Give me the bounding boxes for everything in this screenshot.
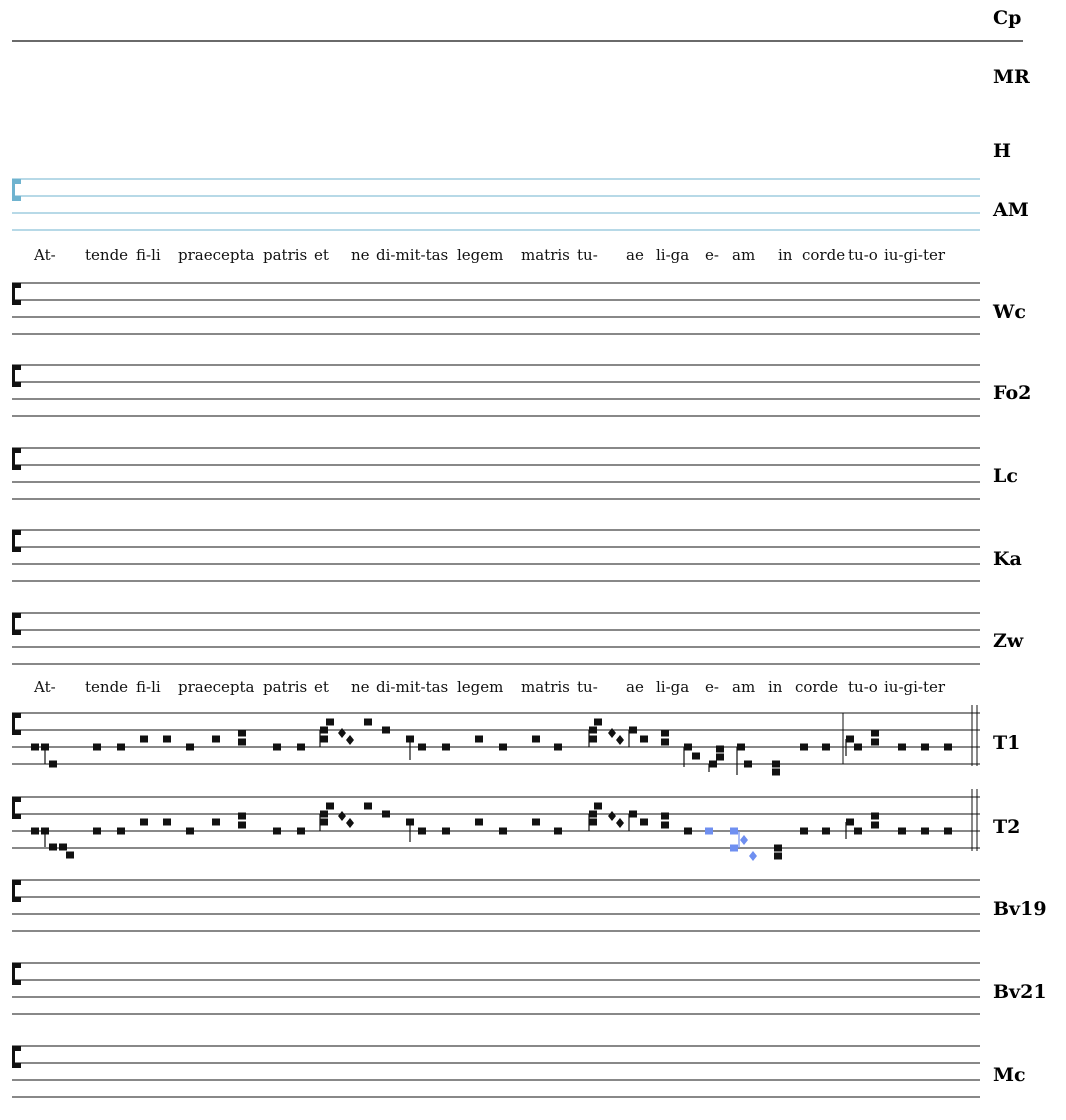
lyric-syllable: tende xyxy=(85,678,129,696)
punctum xyxy=(921,828,929,835)
c-clef-icon xyxy=(12,448,21,470)
lyric-syllable: di-mit-tas xyxy=(376,678,449,696)
lyric-syllable: e- xyxy=(705,678,719,696)
punctum xyxy=(589,736,597,743)
punctum xyxy=(774,845,782,852)
punctum xyxy=(944,828,952,835)
punctum xyxy=(163,736,171,743)
lyric-syllable: ae xyxy=(626,246,644,264)
punctum xyxy=(744,761,752,768)
lyric-syllable: At- xyxy=(34,246,56,264)
punctum xyxy=(532,819,540,826)
lyric-syllable: legem xyxy=(457,246,504,264)
punctum xyxy=(661,739,669,746)
lyric-syllable: tende xyxy=(85,246,129,264)
punctum xyxy=(629,811,637,818)
punctum xyxy=(31,828,39,835)
punctum xyxy=(898,828,906,835)
punctum xyxy=(822,744,830,751)
lyric-syllable: fi-li xyxy=(136,246,161,264)
punctum xyxy=(854,828,862,835)
lyric-syllable: corde xyxy=(795,678,839,696)
siglum-fo2[interactable]: Fo2 xyxy=(993,382,1032,404)
punctum xyxy=(854,744,862,751)
punctum xyxy=(49,844,57,851)
punctum xyxy=(554,744,562,751)
lyric-syllable: matris xyxy=(521,678,570,696)
punctum xyxy=(499,744,507,751)
lyric-syllable: patris xyxy=(263,246,308,264)
staff-lc[interactable] xyxy=(12,448,980,499)
punctum xyxy=(442,744,450,751)
lyric-syllable: corde xyxy=(802,246,846,264)
punctum xyxy=(382,727,390,734)
lyric-syllable: praecepta xyxy=(178,678,255,696)
punctum xyxy=(594,803,602,810)
neumes xyxy=(31,719,952,862)
staff-zw[interactable] xyxy=(12,613,980,664)
punctum xyxy=(320,819,328,826)
punctum xyxy=(238,813,246,820)
punctum xyxy=(186,828,194,835)
punctum xyxy=(730,828,738,835)
staff-mc[interactable] xyxy=(12,1046,980,1097)
punctum xyxy=(499,828,507,835)
punctum xyxy=(898,744,906,751)
c-clef-icon xyxy=(12,365,21,387)
c-clef-icon xyxy=(12,1046,21,1068)
siglum-am[interactable]: AM xyxy=(993,199,1029,221)
punctum xyxy=(273,744,281,751)
punctum xyxy=(475,819,483,826)
siglum-zw[interactable]: Zw xyxy=(993,630,1024,652)
c-clef-icon xyxy=(12,797,21,819)
punctum xyxy=(846,736,854,743)
punctum xyxy=(31,744,39,751)
punctum xyxy=(589,811,597,818)
lyric-syllable: At- xyxy=(34,678,56,696)
punctum xyxy=(532,736,540,743)
rhombus xyxy=(338,811,346,821)
punctum xyxy=(212,819,220,826)
punctum xyxy=(640,819,648,826)
c-clef-icon xyxy=(12,613,21,635)
staff-ka[interactable] xyxy=(12,530,980,581)
punctum xyxy=(684,744,692,751)
siglum-bv19[interactable]: Bv19 xyxy=(993,898,1047,920)
punctum xyxy=(297,744,305,751)
sigla xyxy=(992,7,1047,1086)
staff-fo2[interactable] xyxy=(12,365,980,416)
punctum xyxy=(661,822,669,829)
lyric-syllable: legem xyxy=(457,678,504,696)
lyric-syllable: ne xyxy=(351,246,370,264)
punctum xyxy=(418,828,426,835)
lyric-syllable: li-ga xyxy=(656,246,690,264)
punctum xyxy=(117,828,125,835)
punctum xyxy=(49,761,57,768)
punctum xyxy=(705,828,713,835)
rhombus xyxy=(346,735,354,745)
lyric-syllable: tu- xyxy=(577,246,598,264)
staves xyxy=(12,41,1023,1097)
staff-bv19[interactable] xyxy=(12,880,980,931)
punctum xyxy=(93,828,101,835)
punctum xyxy=(238,822,246,829)
c-clef-icon xyxy=(12,530,21,552)
lyric-syllable: fi-li xyxy=(136,678,161,696)
punctum xyxy=(684,828,692,835)
lyric-syllable: et xyxy=(314,678,329,696)
punctum xyxy=(186,744,194,751)
staff-bv21[interactable] xyxy=(12,963,980,1014)
rhombus xyxy=(616,818,624,828)
rhombus xyxy=(740,835,748,845)
punctum xyxy=(238,739,246,746)
lyric-syllable: tu-o xyxy=(848,246,878,264)
lyric-syllable: am xyxy=(732,246,756,264)
punctum xyxy=(772,769,780,776)
punctum xyxy=(661,813,669,820)
punctum xyxy=(59,844,67,851)
punctum xyxy=(589,819,597,826)
punctum xyxy=(774,853,782,860)
punctum xyxy=(418,744,426,751)
lyric-syllable: et xyxy=(314,246,329,264)
punctum xyxy=(822,828,830,835)
siglum-wc[interactable]: Wc xyxy=(993,301,1026,323)
siglum-t1[interactable]: T1 xyxy=(993,732,1021,754)
lyric-syllable: ae xyxy=(626,678,644,696)
punctum xyxy=(93,744,101,751)
punctum xyxy=(238,730,246,737)
punctum xyxy=(871,730,879,737)
punctum xyxy=(320,736,328,743)
lyric-syllable: praecepta xyxy=(178,246,255,264)
punctum xyxy=(364,803,372,810)
lyric-syllable: tu- xyxy=(577,678,598,696)
lyric-syllable: di-mit-tas xyxy=(376,246,449,264)
punctum xyxy=(475,736,483,743)
punctum xyxy=(800,828,808,835)
punctum xyxy=(772,761,780,768)
siglum-cp[interactable]: Cp xyxy=(993,7,1022,29)
punctum xyxy=(364,719,372,726)
punctum xyxy=(594,719,602,726)
rhombus xyxy=(616,735,624,745)
punctum xyxy=(163,819,171,826)
lyric-syllable: in xyxy=(778,246,793,264)
punctum xyxy=(212,736,220,743)
punctum xyxy=(273,828,281,835)
punctum xyxy=(140,736,148,743)
c-clef-icon xyxy=(12,283,21,305)
punctum xyxy=(326,803,334,810)
punctum xyxy=(661,730,669,737)
punctum xyxy=(320,811,328,818)
lyric-syllable: patris xyxy=(263,678,308,696)
c-clef-icon xyxy=(12,963,21,985)
lyric-syllable: in xyxy=(768,678,783,696)
punctum xyxy=(629,727,637,734)
punctum xyxy=(140,819,148,826)
punctum xyxy=(716,746,724,753)
punctum xyxy=(800,744,808,751)
punctum xyxy=(326,719,334,726)
punctum xyxy=(709,761,717,768)
punctum xyxy=(871,813,879,820)
lyric-syllable: e- xyxy=(705,246,719,264)
lyric-syllable: iu-gi-ter xyxy=(884,246,946,264)
punctum xyxy=(117,744,125,751)
punctum xyxy=(320,727,328,734)
siglum-t2[interactable]: T2 xyxy=(993,816,1021,838)
lyric-syllable: tu-o xyxy=(848,678,878,696)
lyric-syllable: li-ga xyxy=(656,678,690,696)
lyric-syllable: iu-gi-ter xyxy=(884,678,946,696)
punctum xyxy=(871,822,879,829)
lyric-syllable: matris xyxy=(521,246,570,264)
siglum-lc[interactable]: Lc xyxy=(993,465,1018,487)
c-clef-icon xyxy=(12,713,21,735)
punctum xyxy=(382,811,390,818)
punctum xyxy=(442,828,450,835)
lyric-syllable: am xyxy=(732,678,756,696)
punctum xyxy=(692,753,700,760)
siglum-mr[interactable]: MR xyxy=(993,66,1030,88)
staff-wc[interactable] xyxy=(12,283,980,334)
c-clef-icon xyxy=(12,179,21,201)
punctum xyxy=(640,736,648,743)
siglum-bv21[interactable]: Bv21 xyxy=(993,981,1047,1003)
punctum xyxy=(871,739,879,746)
siglum-mc[interactable]: Mc xyxy=(993,1064,1026,1086)
rhombus xyxy=(346,818,354,828)
lyric-syllable: ne xyxy=(351,678,370,696)
punctum xyxy=(66,852,74,859)
rhombus xyxy=(749,851,757,861)
punctum xyxy=(297,828,305,835)
punctum xyxy=(589,727,597,734)
siglum-ka[interactable]: Ka xyxy=(993,548,1022,570)
punctum xyxy=(921,744,929,751)
punctum xyxy=(554,828,562,835)
staff-t1[interactable] xyxy=(12,713,980,764)
punctum xyxy=(716,754,724,761)
lyrics xyxy=(33,246,946,696)
rhombus xyxy=(608,811,616,821)
staff-t2[interactable] xyxy=(12,797,980,848)
c-clef-icon xyxy=(12,880,21,902)
staff-am[interactable] xyxy=(12,179,980,230)
punctum xyxy=(944,744,952,751)
punctum xyxy=(846,819,854,826)
punctum xyxy=(737,744,745,751)
siglum-h[interactable]: H xyxy=(993,140,1011,162)
punctum xyxy=(730,845,738,852)
